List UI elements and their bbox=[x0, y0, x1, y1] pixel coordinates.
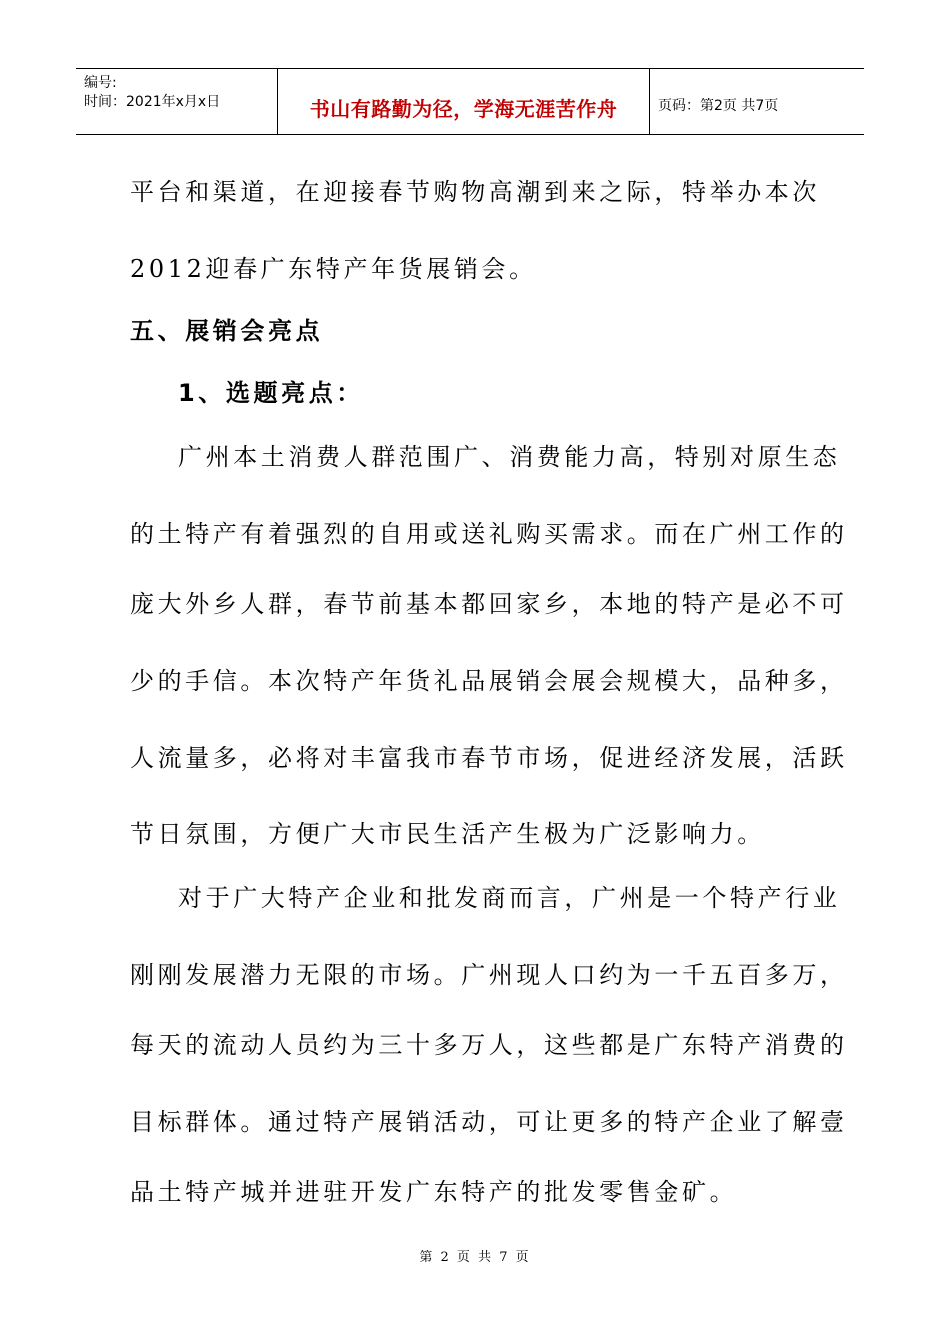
page-info: 页码：第2页 共7页 bbox=[658, 98, 779, 114]
header-motto-cell bbox=[278, 69, 650, 134]
paragraph-line: 刚刚发展潜力无限的市场。广州现人口约为一千五百多万， bbox=[130, 961, 848, 989]
paragraph-line: 少的手信。本次特产年货礼品展销会展会规模大，品种多， bbox=[130, 667, 848, 695]
time-label: 时间：2021年x月x日 bbox=[84, 94, 221, 110]
paragraph-line: 庞大外乡人群，春节前基本都回家乡，本地的特产是必不可 bbox=[130, 590, 848, 618]
header-meta-cell bbox=[76, 69, 278, 134]
paragraph-line: 目标群体。通过特产展销活动，可让更多的特产企业了解壹 bbox=[130, 1108, 848, 1136]
paragraph-line: 品土特产城并进驻开发广东特产的批发零售金矿。 bbox=[130, 1178, 738, 1206]
number-label: 编号: bbox=[84, 75, 117, 91]
paragraph-line: 每天的流动人员约为三十多万人，这些都是广东特产消费的 bbox=[130, 1031, 848, 1059]
page-footer: 第 2 页 共 7 页 bbox=[419, 1250, 531, 1265]
paragraph-line: 人流量多，必将对丰富我市春节市场，促进经济发展，活跃 bbox=[130, 744, 848, 772]
paragraph-line: 对于广大特产企业和批发商而言，广州是一个特产行业 bbox=[178, 884, 841, 912]
body-line: 平台和渠道，在迎接春节购物高潮到来之际，特举办本次 bbox=[130, 178, 820, 206]
subheading: 1、选题亮点： bbox=[178, 379, 364, 407]
motto-text: 书山有路勤为径，学海无涯苦作舟 bbox=[309, 97, 618, 121]
paragraph-line: 节日氛围，方便广大市民生活产生极为广泛影响力。 bbox=[130, 820, 765, 848]
paragraph-line: 的土特产有着强烈的自用或送礼购买需求。而在广州工作的 bbox=[130, 520, 848, 548]
paragraph-line: 广州本土消费人群范围广、消费能力高，特别对原生态 bbox=[178, 443, 841, 471]
header-page-cell bbox=[650, 69, 864, 134]
body-line: 2012迎春广东特产年货展销会。 bbox=[130, 255, 537, 283]
page-header bbox=[76, 68, 864, 135]
section-heading: 五、展销会亮点 bbox=[130, 317, 324, 345]
